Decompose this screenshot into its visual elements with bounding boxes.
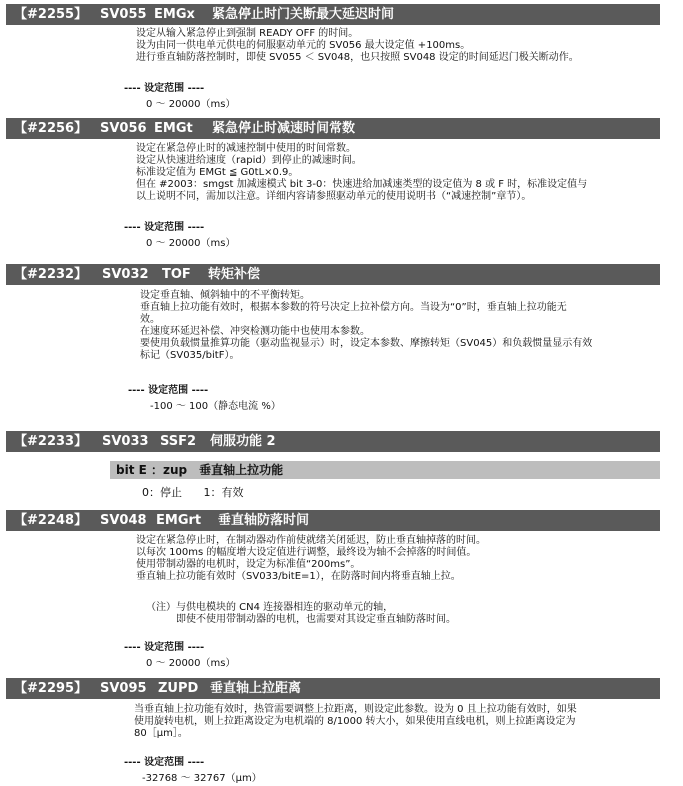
param-code: SV048 [100, 513, 147, 528]
param-number: 【#2232】 [14, 267, 88, 282]
param-abbr: TOF [162, 267, 191, 282]
description-line: 要使用负载惯量推算功能（驱动监视显示）时，设定本参数、摩擦转矩（SV045）和负载惯量显示有效 [140, 338, 593, 349]
description-line: 效。 [140, 314, 160, 325]
description-line: 设定在紧急停止时的减速控制中使用的时间常数。 [136, 143, 356, 154]
bit-label: bit E ：zup 垂直轴上拉功能 [116, 463, 284, 477]
description-line: 标记（SV035/bitF）。 [140, 350, 240, 361]
param-abbr: EMGx [154, 7, 195, 22]
range-value: 0 ～ 20000（ms） [146, 99, 236, 110]
param-code: SV056 [100, 121, 147, 136]
param-abbr: ZUPD [158, 681, 199, 696]
param-code: SV095 [100, 681, 147, 696]
range-heading: ---- 设定范围 ---- [124, 222, 205, 233]
param-abbr: EMGt [154, 121, 193, 136]
description-line: 当垂直轴上拉功能有效时，热管需要调整上拉距离，则设定此参数。设为 0 且上拉功能有效时，如果 [134, 704, 577, 715]
range-heading: ---- 设定范围 ---- [124, 83, 205, 94]
description-line: 但在 #2003：smgst 加减速模式 bit 3-0：快速进给加减速类型的设定值为 8 或 F 时，标准设定值与 [136, 179, 588, 190]
description-line: 设定垂直轴、倾斜轴中的不平衡转矩。 [140, 290, 310, 301]
param-title: 紧急停止时门关断最大延迟时间 [212, 7, 395, 22]
section-header-2232 [6, 264, 660, 285]
param-abbr: EMGrt [156, 513, 202, 528]
range-heading: ---- 设定范围 ---- [124, 757, 205, 768]
bit-options [142, 484, 262, 500]
description-line: 设定从输入紧急停止到强制 READY OFF 的时间。 [136, 28, 359, 39]
description-line: 以每次 100ms 的幅度增大设定值进行调整，最终设为轴不会掉落的时间值。 [136, 547, 477, 558]
range-value: 0 ～ 20000（ms） [146, 238, 236, 249]
range-heading: ---- 设定范围 ---- [124, 642, 205, 653]
description-line: 80［μm］。 [134, 728, 188, 739]
param-number: 【#2255】 [14, 7, 88, 22]
description-line: 垂直轴上拉功能有效时，根据本参数的符号决定上拉补偿方向。当设为“0”时，垂直轴上拉功能无 [140, 302, 567, 313]
section-note [146, 602, 456, 626]
description-line: 设定在紧急停止时，在制动器动作前使就绪关闭延迟，防止垂直轴掉落的时间。 [136, 535, 486, 546]
param-title: 垂直轴上拉距离 [210, 681, 302, 696]
section-header-2255 [6, 4, 660, 25]
param-title: 伺服功能 2 [210, 434, 276, 449]
description-line: 使用旋转电机，则上拉距离设定为电机端的 8/1000 转大小，如果使用直线电机，则上拉距离设定为 [134, 716, 576, 727]
description-line: 标准设定值为 EMGt ≦ G0tL×0.9。 [136, 167, 299, 178]
param-number: 【#2248】 [14, 513, 88, 528]
range-value: -100 ～ 100（静态电流 %） [150, 401, 281, 412]
description-line: 使用带制动器的电机时，设定为标准值“200ms”。 [136, 559, 361, 570]
param-abbr: SSF2 [160, 434, 197, 449]
param-number: 【#2233】 [14, 434, 88, 449]
section-header-2248 [6, 510, 660, 531]
section-header-2256 [6, 118, 660, 139]
section-description [134, 704, 577, 740]
section-description [136, 28, 579, 64]
bit-option-enable: 1：有效 [203, 486, 244, 499]
param-number: 【#2256】 [14, 121, 88, 136]
description-line: 以上说明不同，需加以注意。详细内容请参照驱动单元的使用说明书（“减速控制”章节）。 [136, 191, 532, 202]
param-title: 紧急停止时减速时间常数 [212, 121, 356, 136]
section-description [136, 143, 587, 203]
param-code: SV033 [102, 434, 149, 449]
range-heading: ---- 设定范围 ---- [128, 385, 209, 396]
note-line: （注）与供电模块的 CN4 连接器相连的驱动单元的轴， [146, 602, 394, 613]
bit-definition-bar [110, 461, 660, 479]
description-line: 设为由同一供电单元供电的伺服驱动单元的 SV056 最大设定值 +100ms。 [136, 40, 471, 51]
section-description [140, 290, 592, 362]
param-title: 垂直轴防落时间 [218, 513, 310, 528]
description-line: 设定从快速进给速度（rapid）到停止的减速时间。 [136, 155, 362, 166]
section-description [136, 535, 486, 583]
section-header-2233 [6, 431, 660, 452]
bit-option-stop: 0：停止 [142, 486, 182, 499]
param-title: 转矩补偿 [208, 267, 261, 282]
param-code: SV032 [102, 267, 149, 282]
range-value: 0 ～ 20000（ms） [146, 658, 236, 669]
description-line: 进行垂直轴防落控制时，即使 SV055 ＜ SV048，也只按照 SV048 设定的时间延迟门极关断动作。 [136, 52, 579, 63]
note-line: 即使不使用带制动器的电机，也需要对其设定垂直轴防落时间。 [146, 614, 456, 625]
param-code: SV055 [100, 7, 147, 22]
description-line: 在速度环延迟补偿、冲突检测功能中也使用本参数。 [140, 326, 370, 337]
param-number: 【#2295】 [14, 681, 88, 696]
description-line: 垂直轴上拉功能有效时（SV033/bitE=1），在防落时间内将垂直轴上拉。 [136, 571, 461, 582]
range-value: -32768 ～ 32767（μm） [142, 773, 262, 784]
section-header-2295 [6, 678, 660, 699]
